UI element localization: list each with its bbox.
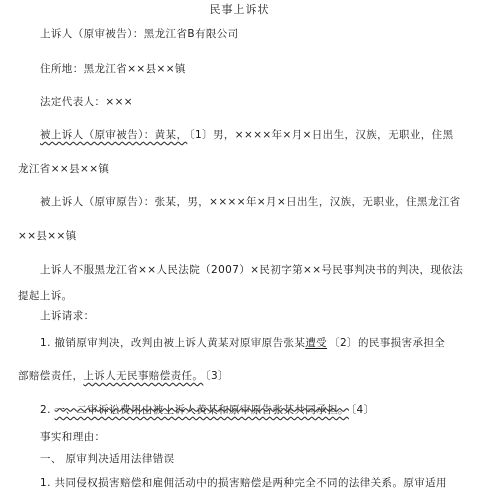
appellee2-line1: 被上诉人（原审原告）：张某，男，××××年×月×日出生，汉族，无职业，住黑龙江省 [40, 196, 461, 208]
intro-line2: 提起上诉。 [18, 290, 73, 302]
footnote-4: 〔4〕 [350, 404, 375, 416]
request1-marked-clause: 上诉人无民事赔偿责任。 [83, 370, 204, 382]
appellee1-party: 被上诉人（原审被告）：黄某， [40, 129, 188, 141]
appellee1-line1 [40, 128, 454, 142]
footnote-2: 〔2〕 [329, 337, 358, 349]
request1-text-b: 的民事损害承担全 [357, 337, 446, 349]
document-title: 民事上诉状 [209, 3, 270, 16]
request2-struck-text: 一、二审诉讼费用由被上诉人黄某和原审原告张某共同承担。 [54, 404, 349, 416]
request1-marked-word: 遭受 [305, 337, 328, 349]
address-line: 住所地：黑龙江省××县××镇 [40, 63, 186, 75]
appellee2-line2: ××县××镇 [18, 230, 77, 242]
requests-label: 上诉请求： [40, 310, 95, 322]
appellee1-line2: 龙江省××县××镇 [18, 163, 110, 175]
facts-label: 事实和理由： [40, 431, 106, 443]
request1-text-c: 部赔偿责任， [18, 370, 84, 382]
intro-line1: 上诉人不服黑龙江省××人民法院（2007）×民初字第××号民事判决书的判决，现依法 [40, 264, 464, 276]
appellee1-details: 男，××××年×月×日出生，汉族，无职业，住黑 [213, 129, 454, 141]
paragraph-1-line1: 1. 共同侵权损害赔偿和雇佣活动中的损害赔偿是两种完全不同的法律关系。原审适用 [40, 477, 447, 489]
appellant-line: 上诉人（原审被告）：黑龙江省B有限公司 [40, 28, 239, 40]
legal-representative-line: 法定代表人：××× [40, 96, 133, 108]
request2-number: 2. [40, 404, 51, 416]
footnote-3: 〔3〕 [205, 370, 229, 382]
request2-line [40, 403, 375, 417]
footnote-1: 〔1〕 [189, 129, 213, 141]
request1-line1 [40, 336, 445, 350]
request1-text-a: 1. 撤销原审判决，改判由被上诉人黄某对原审原告张某 [40, 337, 306, 349]
request1-line2 [18, 369, 229, 383]
section-heading-1: 一、 原审判决适用法律错误 [40, 453, 175, 465]
